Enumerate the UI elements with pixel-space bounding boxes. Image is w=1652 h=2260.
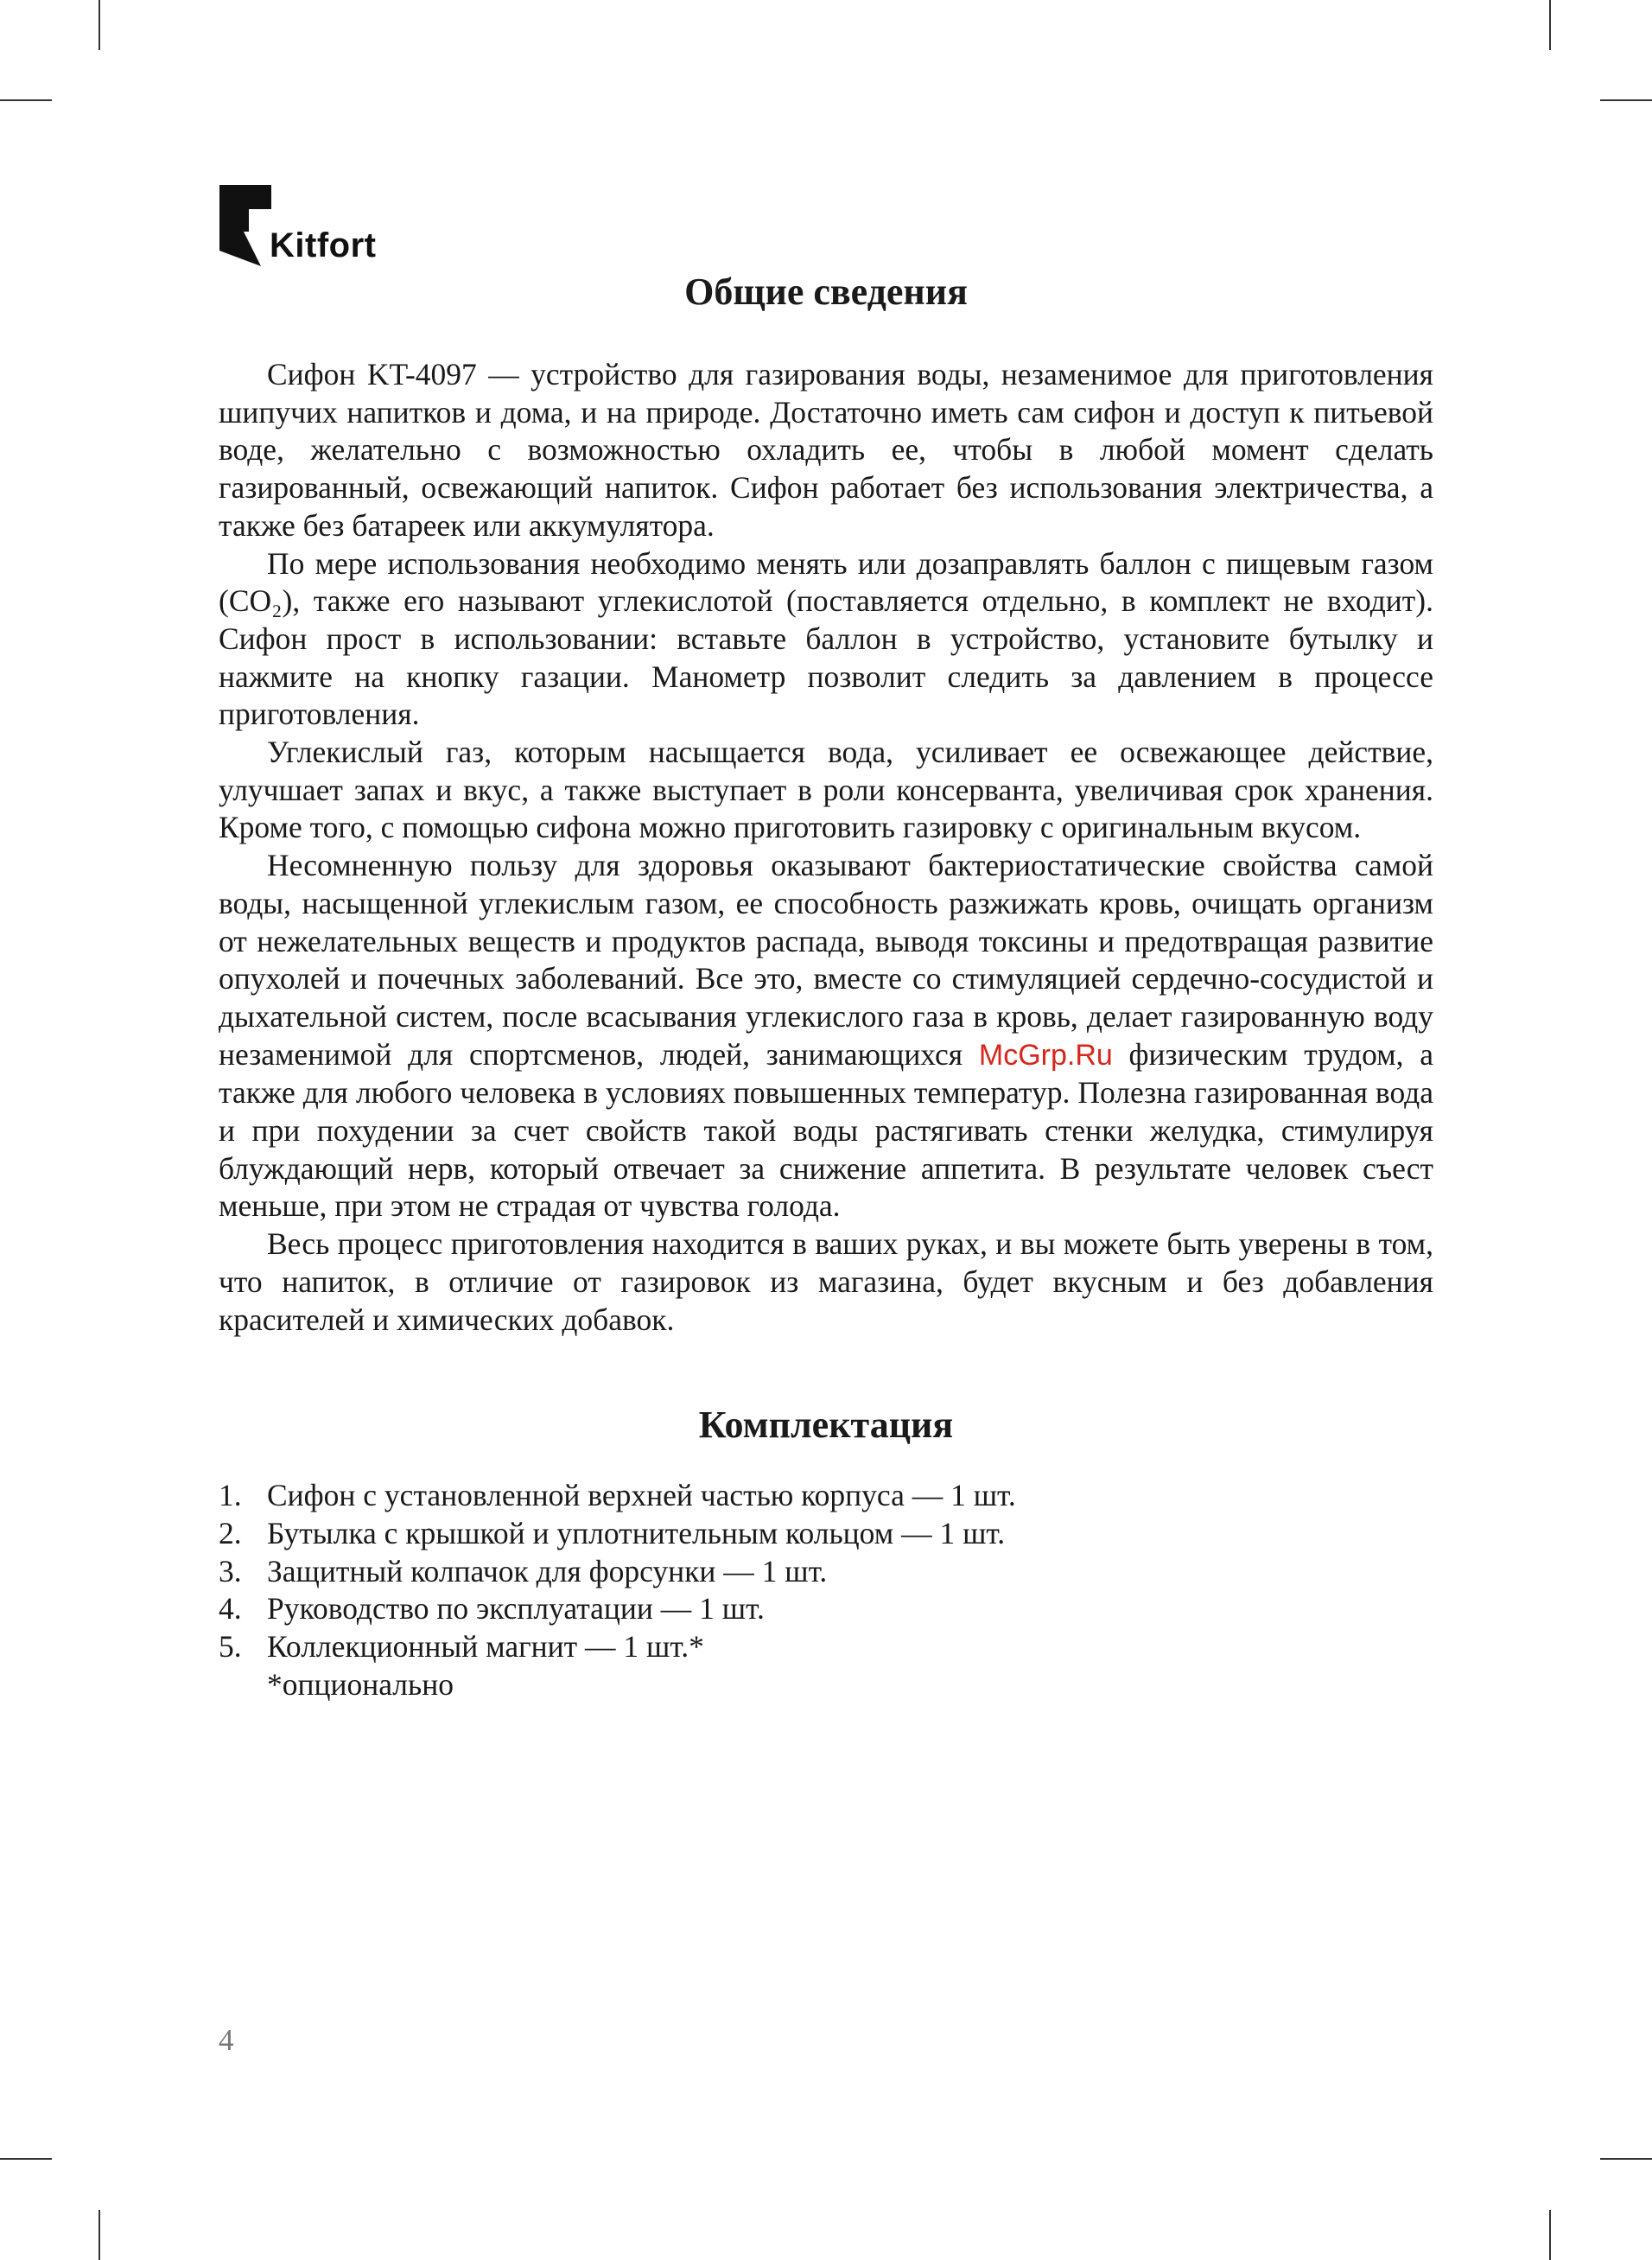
list-item-text: Бутылка с крышкой и уплотнительным кольцом — 1 шт. [267,1515,1006,1550]
paragraph-4-part-2: физическим трудом, а также для любого человека в условиях повышенных температур. Полезна газированная вода и при похудении за счет свойств такой воды растягивать стенки желудка, стимулируя блуждающий нерв, который отвечает за снижение аппетита. В результате человек съест меньше, при этом не страдая от чувства голода. [219,1036,1433,1224]
paragraph-4-part-1: Несомненную пользу для здоровья оказывают бактериостатические свойства самой воды, насыщенной углекислым газом, ее способность разжижать кровь, очищать организм от нежелательных веществ и продуктов распада, выводя токсины и предотвращая развитие опухолей и почечных заболеваний. Все это, вместе со стимуляцией сердечно-сосудистой и дыхательной систем, после всасывания углекислого газа в кровь, делает газированную воду незаменимой для спортсменов, людей, занимающихся [219,848,1433,1072]
list-item-number: 3. [219,1553,242,1588]
list-item [219,1590,1433,1628]
section-title-general-info: Общие сведения [684,271,968,313]
crop-mark-left-bottom [0,2158,52,2160]
paragraph-3: Углекислый газ, которым насыщается вода, усиливает ее освежающее действие, улучшает запах и вкус, а также выступает в роли консерванта, увеличивая срок хранения. Кроме того, с помощью сифона можно приготовить газировку с оригинальным вкусом. [219,735,1433,845]
crop-mark-top-right [1549,0,1551,50]
logo-text: Kitfort [270,226,377,264]
list-item-number: 1. [219,1478,242,1513]
paragraph-1: Сифон KT-4097 — устройство для газирования воды, незаменимое для приготовления шипучих напитков и дома, и на природе. Достаточно иметь сам сифон и доступ к питьевой воде, желательно с возможностью охладить ее, чтобы в любой момент сделать газированный, освежающий напиток. Сифон работает без использования электричества, а также без батареек или аккумулятора. [219,357,1433,543]
package-list [219,1477,1433,1666]
crop-mark-left-top [0,99,52,101]
paragraph-2: По мере использования необходимо менять или дозаправлять баллон с пищевым газом (CO₂), также его называют углекислотой (поставляется отдельно, в комплект не входит). Сифон прост в использовании: вставьте баллон в устройство, установите бутылку и нажмите на кнопку газации. Манометр позволит следить за давлением в процессе приготовления. [219,545,1433,732]
crop-mark-right-top [1600,99,1652,101]
page-number: 4 [219,2023,234,2057]
list-item [219,1628,1433,1666]
list-item-number: 5. [219,1629,242,1665]
watermark-text: McGrp.Ru [978,1038,1113,1072]
list-item-text: Коллекционный магнит — 1 шт.* [267,1629,704,1665]
list-item-text: Защитный колпачок для форсунки — 1 шт. [267,1553,828,1588]
list-item-number: 4. [219,1591,242,1627]
list-item [219,1477,1433,1515]
crop-mark-right-bottom [1600,2158,1652,2160]
general-info-text [219,356,1433,1339]
list-item [219,1515,1433,1553]
crop-mark-bottom-right [1549,2210,1551,2260]
kitfort-k-logo-icon [219,185,271,268]
list-item-text: Сифон с установленной верхней частью корпуса — 1 шт. [267,1478,1016,1513]
crop-mark-top-left [98,0,100,50]
optional-note: *опционально [267,1666,454,1702]
crop-mark-bottom-left [98,2210,100,2260]
list-item-text: Руководство по эксплуатации — 1 шт. [267,1591,765,1627]
list-item [219,1553,1433,1591]
paragraph-5: Весь процесс приготовления находится в ваших руках, и вы можете быть уверены в том, что напиток, в отличие от газировок из магазина, будет вкусным и без добавления красителей и химических добавок. [219,1226,1433,1337]
paragraph-4 [219,847,1433,1225]
kitfort-logo [219,185,392,271]
page-content [219,264,1433,1704]
section-title-package: Комплектация [698,1404,954,1447]
list-item-number: 2. [219,1515,242,1550]
